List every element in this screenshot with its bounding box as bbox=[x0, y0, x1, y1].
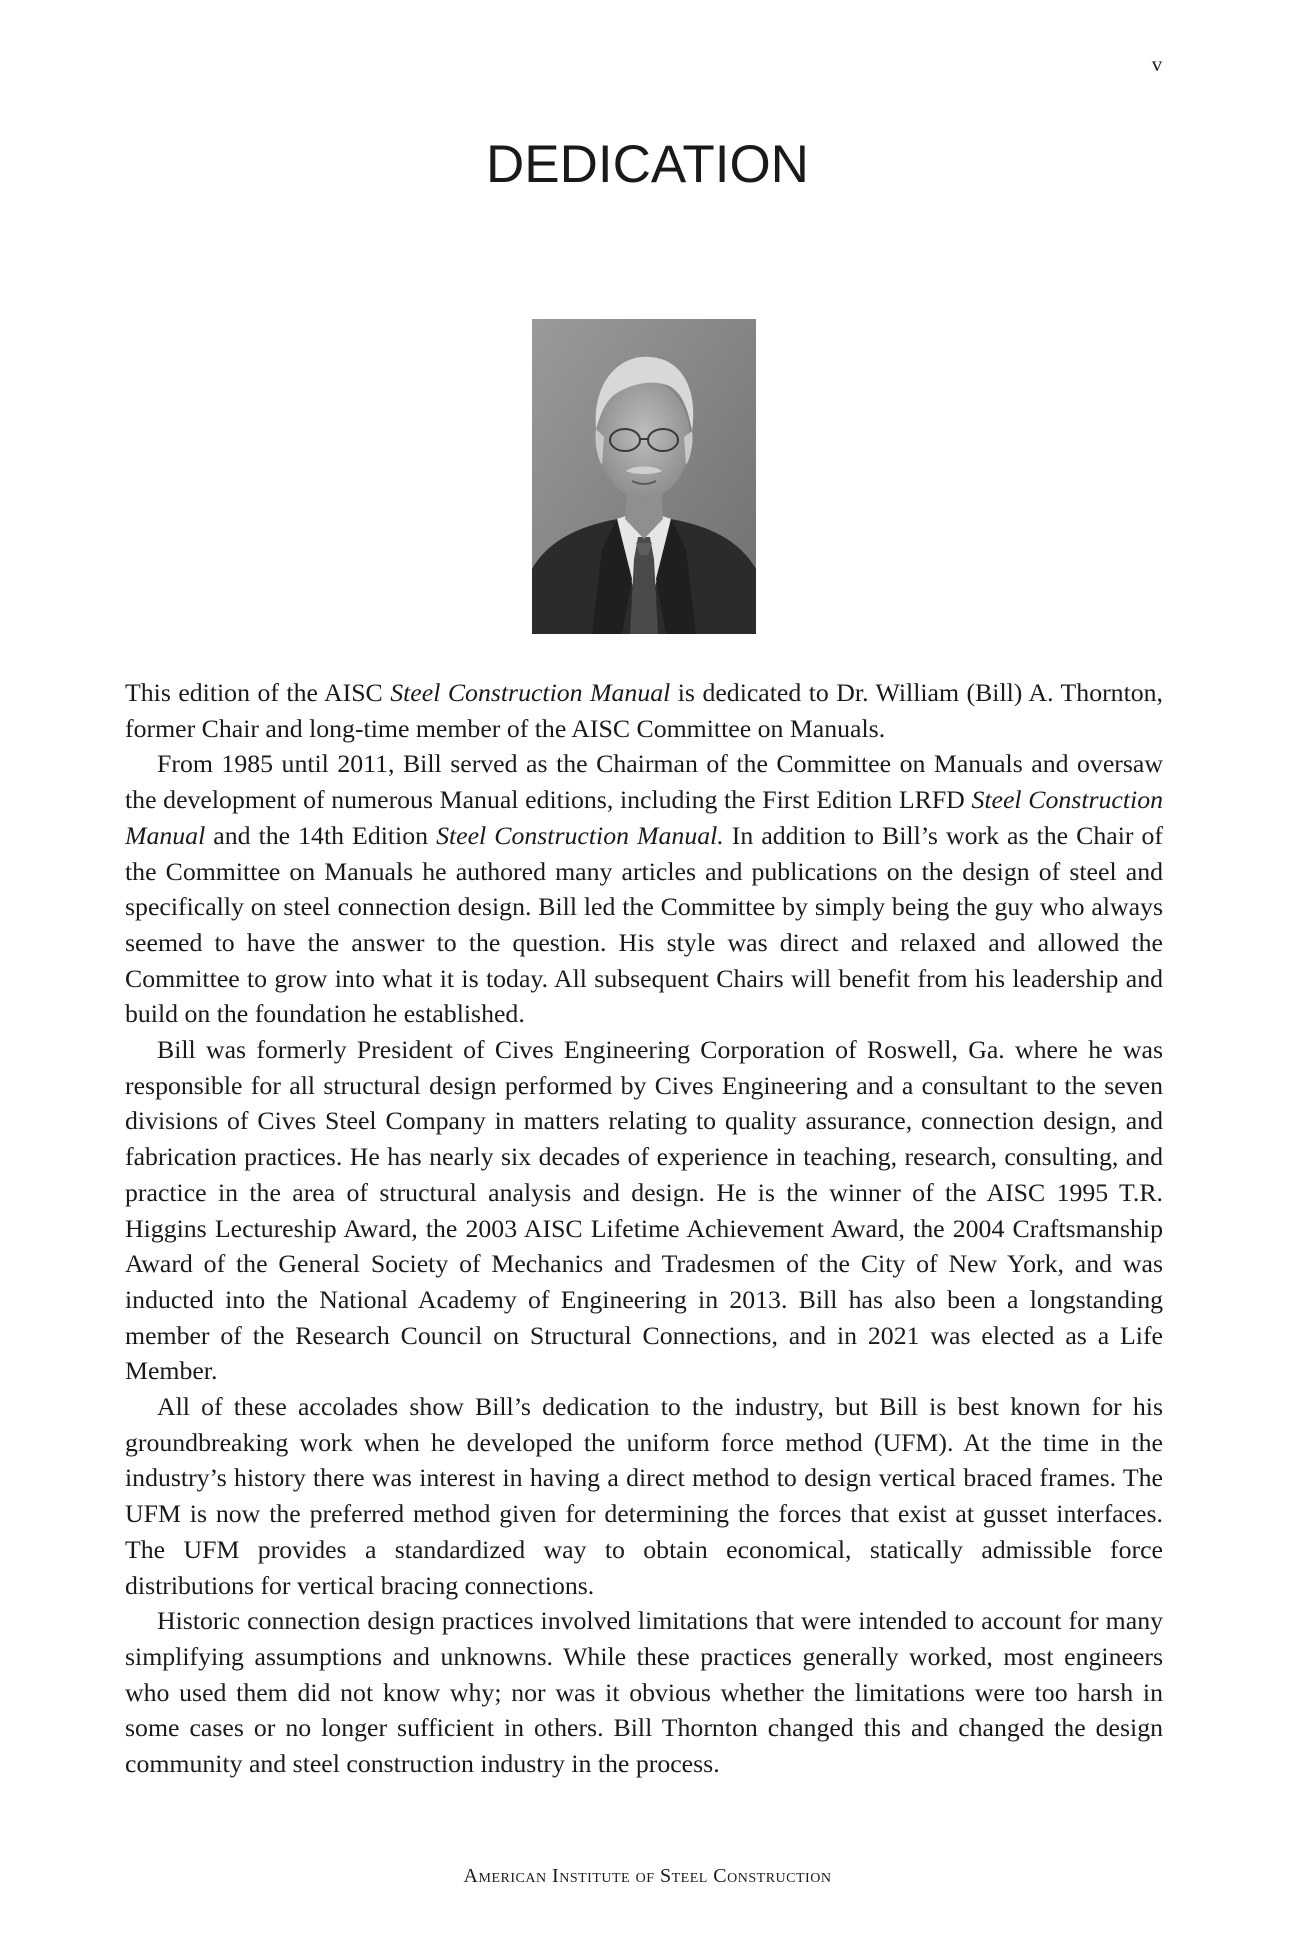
dedication-body bbox=[125, 675, 1163, 1782]
text-run: In addition to Bill’s work as the Chair of the Committee on Manuals he authored many articles and publications on the design of steel and specifically on steel connection design. Bill led the Committee by simply being the guy who always seemed to have the answer to the question. His style was direct and relaxed and allowed the Committee to grow into what it is today. All subsequent Chairs will benefit from his leadership and build on the foundation he established. bbox=[125, 820, 1163, 1029]
text-run: From 1985 until 2011, Bill served as the Chairman of the Committee on Manuals and oversaw the development of numerous Manual editions, including the First Edition LRFD bbox=[125, 749, 1163, 815]
text-run: This edition of the AISC bbox=[125, 678, 391, 707]
manual-title: Steel Construction Manual. bbox=[436, 820, 724, 850]
text-run: and the 14th Edition bbox=[205, 820, 437, 850]
portrait-photo bbox=[532, 319, 756, 634]
paragraph: Historic connection design practices involved limitations that were intended to account for many simplifying assumptions and unknowns. While these practices generally worked, most engineers who used them did not know why; nor was it obvious whether the limitations were too harsh in some cases or no longer sufficient in others. Bill Thornton changed this and changed the design community and steel construction industry in the process. bbox=[125, 1606, 1163, 1779]
paragraph: Bill was formerly President of Cives Engineering Corporation of Roswell, Ga. where he was responsible for all structural design performed by Cives Engineering and a consultant to the seven divisions of Cives Steel Company in matters relating to quality assurance, connection design, and fabrication practices. He has nearly six decades of experience in teaching, research, consulting, and practice in the area of structural analysis and design. He is the winner of the AISC 1995 T.R. Higgins Lectureship Award, the 2003 AISC Lifetime Achievement Award, the 2004 Craftsmanship Award of the General Society of Mechanics and Tradesmen of the City of New York, and was inducted into the National Academy of Engineering in 2013. Bill has also been a longstanding member of the Research Council on Structural Connections, and in 2021 was elected as a Life Member. bbox=[125, 1035, 1163, 1386]
paragraph bbox=[125, 746, 1163, 1032]
paragraph bbox=[125, 675, 1163, 746]
page-title: DEDICATION bbox=[486, 135, 809, 194]
page-number: v bbox=[1151, 52, 1163, 76]
paragraph: All of these accolades show Bill’s dedication to the industry, but Bill is best known for his groundbreaking work when he developed the uniform force method (UFM). At the time in the industry’s history there was interest in having a direct method to design vertical braced frames. The UFM is now the preferred method given for determining the forces that exist at gusset interfaces. The UFM provides a standardized way to obtain economical, statically admissible force distributions for vertical bracing connections. bbox=[125, 1392, 1163, 1600]
manual-title: Steel Construction Manual bbox=[125, 785, 1164, 850]
page-footer: American Institute of Steel Construction bbox=[463, 1865, 832, 1887]
text-run: is dedicated to Dr. William (Bill) A. Thornton, former Chair and long-time member of the AISC Committee on Manuals. bbox=[125, 678, 1163, 743]
portrait-icon bbox=[532, 319, 756, 634]
manual-title: Steel Construction Manual bbox=[390, 678, 671, 707]
